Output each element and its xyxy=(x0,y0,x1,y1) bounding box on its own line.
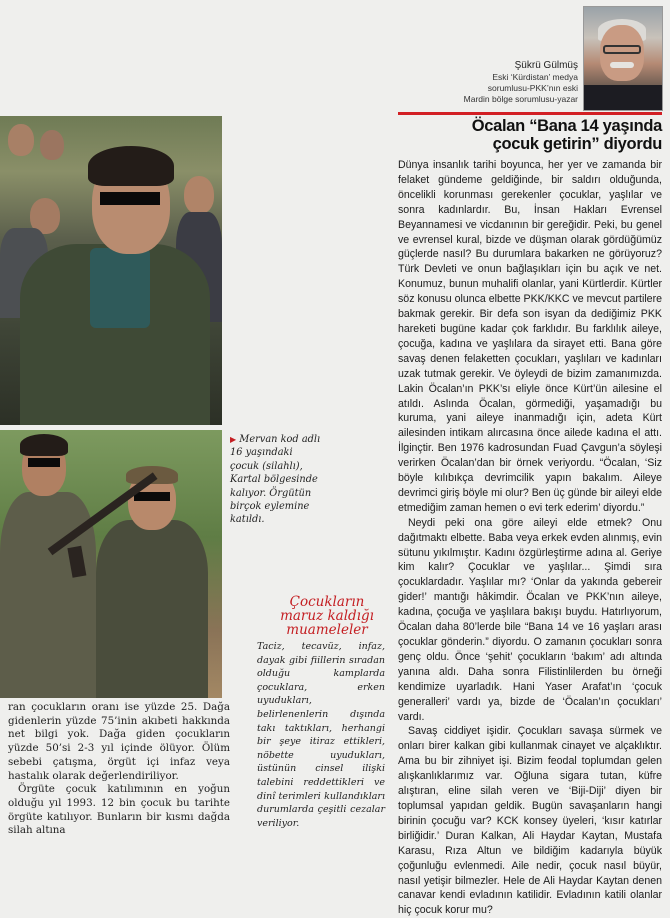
photo-child-fighter-portrait xyxy=(0,116,222,425)
main-paragraph: Neydi peki ona göre aileyi elde etmek? Onu dağıtmaktı elbette. Baba veya erkek evden alınmış, evin sütunu yıkılmıştır. Kadını özgürleştirme adına al. Geriye kim kalır? Çocuklar ve yaşlılar... Şimdi sıra çocuklardadır. Yaşlılar mı? ‘Onlar da yakında gebereir gider!’ mantığı hâkimdir. Öcalan ve PKK’nın aileye, kadına, çocuğa ve yaşlılara bakışı buydu. Hatırlıyorum, Öcalan daha 80’lerde bile “Bana 14 ve 16 yaşları arası çocuklar gönderin.” diyordu. O zamanın çocukları sonra genç oldu. Önce ‘şehit’ çocukların ‘bakım’ adı altında yanına aldı. Daha sonra Filistinlilerden bu örneği kendimize uyarladık. Hani Yaser Arafat’ın ‘çocuk generalleri’ vardı ya, bizde de ‘Öcalan’ın çocukları’ vardı. xyxy=(398,516,662,723)
author-glasses xyxy=(603,45,641,54)
sidebar-title: Çocukların maruz kaldığı muameleler xyxy=(280,594,374,638)
author-photo xyxy=(583,6,663,111)
left-paragraph: ran çocukların oranı ise yüzde 25. Dağa gidenlerin yüzde 75’inin akıbeti hakkında net bilgi yok. Dağa giden çocukların yüzde 50’si 2-3 yıl içinde ölüyor. Ölüm sebebi çatışma, örgüt içi infaz veya hastalık olarak değerlendiriliyor. xyxy=(8,701,230,782)
eye-censor-bar xyxy=(134,492,170,501)
article-headline: Öcalan “Bana 14 yaşında çocuk getirin” diyordu xyxy=(471,117,662,153)
sidebar-body: Taciz, tecavüz, infaz, dayak gibi fiillerin sıradan olduğu kamplarda çocuklara, erken uyudukları, belirlenenlerin dışında takı taktıkları, herhangi bir şeye itiraz ettikleri, nöbette uyudukları, üstünün cinsel ilişki talebini reddettikleri ve dinî terimleri kullandıkları durumlarda çeşitli cezalar veriliyor. xyxy=(257,641,385,829)
caption-text: Mervan kod adlı 16 yaşındaki çocuk (silahlı), Kartal bölgesinde kalıyor. Örgütün birçok eylemine katıldı. xyxy=(230,434,321,526)
caption-arrow-icon: ▶ xyxy=(230,435,237,444)
left-paragraph: Örgüte çocuk katılımının en yoğun olduğu yıl 1993. 12 bin çocuk bu tarihte örgüte katılıyor. Bunların bir kısmı dağda silah altına xyxy=(8,783,230,837)
author-name: Şükrü Gülmüş xyxy=(514,60,578,71)
photo-caption xyxy=(230,433,322,527)
headline-rule xyxy=(398,112,662,115)
main-paragraph: Savaş ciddiyet işidir. Çocukları savaşa sürmek ve onları birer kalkan gibi kullanmak cinayet ve alçaklıktır. Ama bu bir zihniyet işi. Bizim feodal toplumdan gelen alışkanlıklarımız var. Oğluna sigara tutan, küfre alıştıran, eline silah veren ve ‘Biji-Diji’ diyen bir toplumsal yapıdan geldik. Bugün savaşanların hangi birinin çocuğu var? KCK konsey üyeleri, ‘kısır katırlar birliğidir.’ Duran Kalkan, Ali Haydar Kaytan, Mustafa Karasu, Rıza Altun ve bildiğim kadarıyla büyük çoğunluğu evlenmedi. Aile nedir, çocuk nasıl büyür, nasıl yetişir bilmezler. Hele de Ali Haydar Kaytan denen canavar kendi evladının katilidir. Evladının katili olanlar hiç çocuk korur mu? xyxy=(398,725,662,917)
main-article-column xyxy=(398,158,662,918)
eye-censor-bar xyxy=(100,192,160,205)
main-paragraph: Dünya insanlık tarihi boyunca, her yer ve zamanda bir felaket gündeme geldiğinde, bir saldırı olduğunda, öncelikli korunması gerekenler çocuklar, yaşlılar ve sonra kadınlardır. Bu, İnsan Hakları Evrensel Beyannamesi ve vicdanının bir gereğidir. Peki, bu genel ve evrensel kural, bizde ve düşman olarak gördüğümüz güçlerde nasıl? Bu durumlara bakarken ne görüyoruz? Türk Devleti ve onun bağlaşıkları için bu açık ve net. Konumuz, bunun muhalifi olanlar, yani Kürtlerdir. Kürtler söz konusu olunca elbette PKK/KKC ve mevcut partilere bakmak gerekir. Bir defa son isyan da dediğimiz PKK hareketi bugüne kadar çok farklıdır. Bu farklılık aileye, çocuğa, kadına ve yaşlılara da sirayet etti. Bana göre savaş denen felaketten çocukları, yaşlıları ve kadınları uzak tutmak gerekir. Ve öyleydi de bizim zamanımızda. Lakin Öcalan’ın PKK’sı eliyle önce Kürt’ün ailesine el atıldı. Aslında Öcalan, görmediği, yaşamadığı bu kuruma, yani aileye inanmadığı için, adeta Kürt ailesinden intikam alırcasına önce ailede kadına el attı. İlginçtir. Ben 1976 kadrosundan Fuad Çavgun’a söyleşi verirken Öcalan’dan bir örnek veriyordu. “Öcalan, ‘Siz böyle kılıbıkça devrimcilik yapın bakalım. Aileye devrimci giriş böyle mi olur? Ben üç günde bir aileyi elde etmediğim zaman hemen o evi terk ederim’ diyordu.” xyxy=(398,159,662,514)
left-article-column xyxy=(8,701,230,838)
author-description: Eski ‘Kürdistan’ medya sorumlusu-PKK’nın eski Mardin bölge sorumlusu-yazar xyxy=(463,72,578,104)
photo-armed-children xyxy=(0,430,222,698)
author-jacket xyxy=(584,85,662,111)
author-mustache xyxy=(610,62,634,68)
eye-censor-bar xyxy=(28,458,60,467)
